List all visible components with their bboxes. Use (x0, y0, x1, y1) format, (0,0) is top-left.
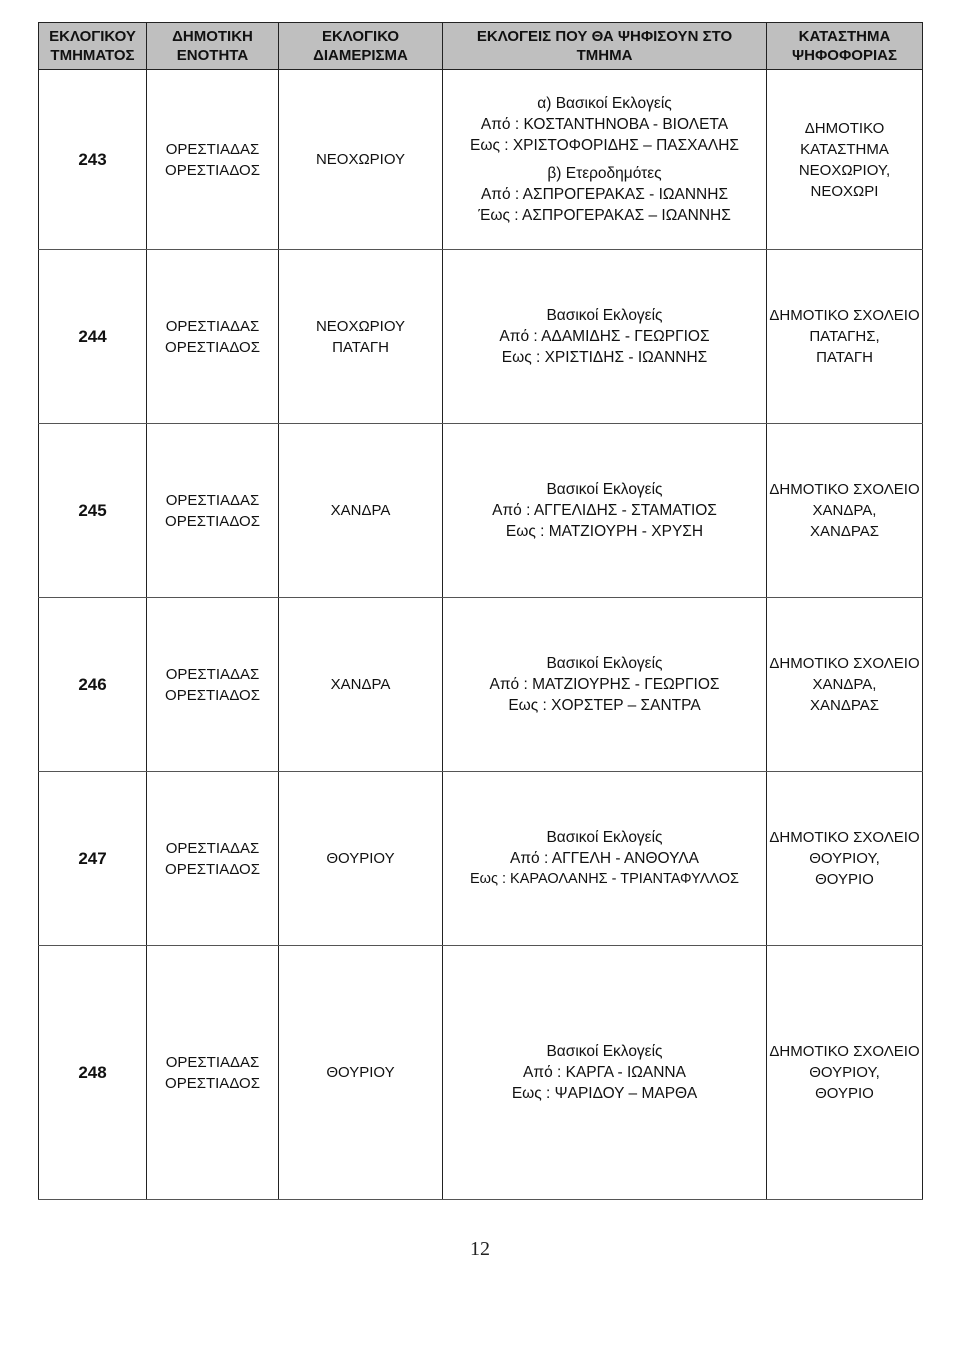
municipal-unit-cell: ΟΡΕΣΤΙΑΔΑΣ ΟΡΕΣΤΙΑΔΟΣ (147, 946, 279, 1200)
page-number: 12 (470, 1238, 490, 1260)
polling-station-cell: ΔΗΜΟΤΙΚΟ ΣΧΟΛΕΙΟ ΧΑΝΔΡΑ, ΧΑΝΔΡΑΣ (767, 598, 923, 772)
municipal-unit-cell: ΟΡΕΣΤΙΑΔΑΣ ΟΡΕΣΤΙΑΔΟΣ (147, 424, 279, 598)
table-header-row (39, 23, 923, 70)
voters-cell: Βασικοί Εκλογείς Από : ΑΓΓΕΛΗ - ΑΝΘΟΥΛΑ Εως : ΚΑΡΑΟΛΑΝΗΣ - ΤΡΙΑΝΤΑΦΥΛΛΟΣ (443, 772, 767, 946)
district-cell: ΝΕΟΧΩΡΙΟΥ (279, 70, 443, 250)
polling-station-cell: ΔΗΜΟΤΙΚΟ ΚΑΤΑΣΤΗΜΑ ΝΕΟΧΩΡΙΟΥ, ΝΕΟΧΩΡΙ (767, 70, 923, 250)
municipal-unit-cell: ΟΡΕΣΤΙΑΔΑΣ ΟΡΕΣΤΙΑΔΟΣ (147, 772, 279, 946)
table-row (39, 250, 923, 424)
district-cell: ΧΑΝΔΡΑ (279, 424, 443, 598)
table-row (39, 424, 923, 598)
polling-station-cell: ΔΗΜΟΤΙΚΟ ΣΧΟΛΕΙΟ ΘΟΥΡΙΟΥ, ΘΟΥΡΙΟ (767, 946, 923, 1200)
section-number: 245 (39, 424, 147, 598)
table-row (39, 946, 923, 1200)
voters-cell: Βασικοί Εκλογείς Από : ΑΓΓΕΛΙΔΗΣ - ΣΤΑΜΑΤΙΟΣ Εως : ΜΑΤΖΙΟΥΡΗ - ΧΡΥΣΗ (443, 424, 767, 598)
header-electoral-district: ΕΚΛΟΓΙΚΟ ΔΙΑΜΕΡΙΣΜΑ (279, 23, 443, 70)
polling-station-cell: ΔΗΜΟΤΙΚΟ ΣΧΟΛΕΙΟ ΠΑΤΑΓΗΣ, ΠΑΤΑΓΗ (767, 250, 923, 424)
district-cell: ΘΟΥΡΙΟΥ (279, 946, 443, 1200)
voters-cell: Βασικοί Εκλογείς Από : ΜΑΤΖΙΟΥΡΗΣ - ΓΕΩΡΓΙΟΣ Εως : ΧΟΡΣΤΕΡ – ΣΑΝΤΡΑ (443, 598, 767, 772)
table-row (39, 598, 923, 772)
table-row (39, 70, 923, 250)
district-cell: ΘΟΥΡΙΟΥ (279, 772, 443, 946)
district-cell: ΧΑΝΔΡΑ (279, 598, 443, 772)
header-polling-station: ΚΑΤΑΣΤΗΜΑ ΨΗΦΟΦΟΡΙΑΣ (767, 23, 923, 70)
table-row (39, 772, 923, 946)
polling-stations-table (38, 22, 923, 1200)
polling-station-cell: ΔΗΜΟΤΙΚΟ ΣΧΟΛΕΙΟ ΘΟΥΡΙΟΥ, ΘΟΥΡΙΟ (767, 772, 923, 946)
voters-cell: α) Βασικοί Εκλογείς Από : ΚΟΣΤΑΝΤΗΝΟΒΑ - ΒΙΟΛΕΤΑ Εως : ΧΡΙΣΤΟΦΟΡΙΔΗΣ – ΠΑΣΧΑΛΗΣ β) Ετεροδημότες Από : ΑΣΠΡΟΓΕΡΑΚΑΣ - ΙΩΑΝΝΗΣ Έως : ΑΣΠΡΟΓΕΡΑΚΑΣ – ΙΩΑΝΝΗΣ (443, 70, 767, 250)
section-number: 244 (39, 250, 147, 424)
district-cell: ΝΕΟΧΩΡΙΟΥ ΠΑΤΑΓΗ (279, 250, 443, 424)
section-number: 248 (39, 946, 147, 1200)
header-voters: ΕΚΛΟΓΕΙΣ ΠΟΥ ΘΑ ΨΗΦΙΣΟΥΝ ΣΤΟ ΤΜΗΜΑ (443, 23, 767, 70)
polling-stations-sheet (38, 22, 922, 1200)
municipal-unit-cell: ΟΡΕΣΤΙΑΔΑΣ ΟΡΕΣΤΙΑΔΟΣ (147, 70, 279, 250)
municipal-unit-cell: ΟΡΕΣΤΙΑΔΑΣ ΟΡΕΣΤΙΑΔΟΣ (147, 598, 279, 772)
section-number: 246 (39, 598, 147, 772)
section-number: 247 (39, 772, 147, 946)
voters-cell: Βασικοί Εκλογείς Από : ΚΑΡΓΑ - ΙΩΑΝΝΑ Εως : ΨΑΡΙΔΟΥ – ΜΑΡΘΑ (443, 946, 767, 1200)
section-number: 243 (39, 70, 147, 250)
header-municipal-unit: ΔΗΜΟΤΙΚΗ ΕΝΟΤΗΤΑ (147, 23, 279, 70)
municipal-unit-cell: ΟΡΕΣΤΙΑΔΑΣ ΟΡΕΣΤΙΑΔΟΣ (147, 250, 279, 424)
polling-station-cell: ΔΗΜΟΤΙΚΟ ΣΧΟΛΕΙΟ ΧΑΝΔΡΑ, ΧΑΝΔΡΑΣ (767, 424, 923, 598)
header-electoral-section: ΕΚΛΟΓΙΚΟΥ ΤΜΗΜΑΤΟΣ (39, 23, 147, 70)
voters-cell: Βασικοί Εκλογείς Από : ΑΔΑΜΙΔΗΣ - ΓΕΩΡΓΙΟΣ Εως : ΧΡΙΣΤΙΔΗΣ - ΙΩΑΝΝΗΣ (443, 250, 767, 424)
